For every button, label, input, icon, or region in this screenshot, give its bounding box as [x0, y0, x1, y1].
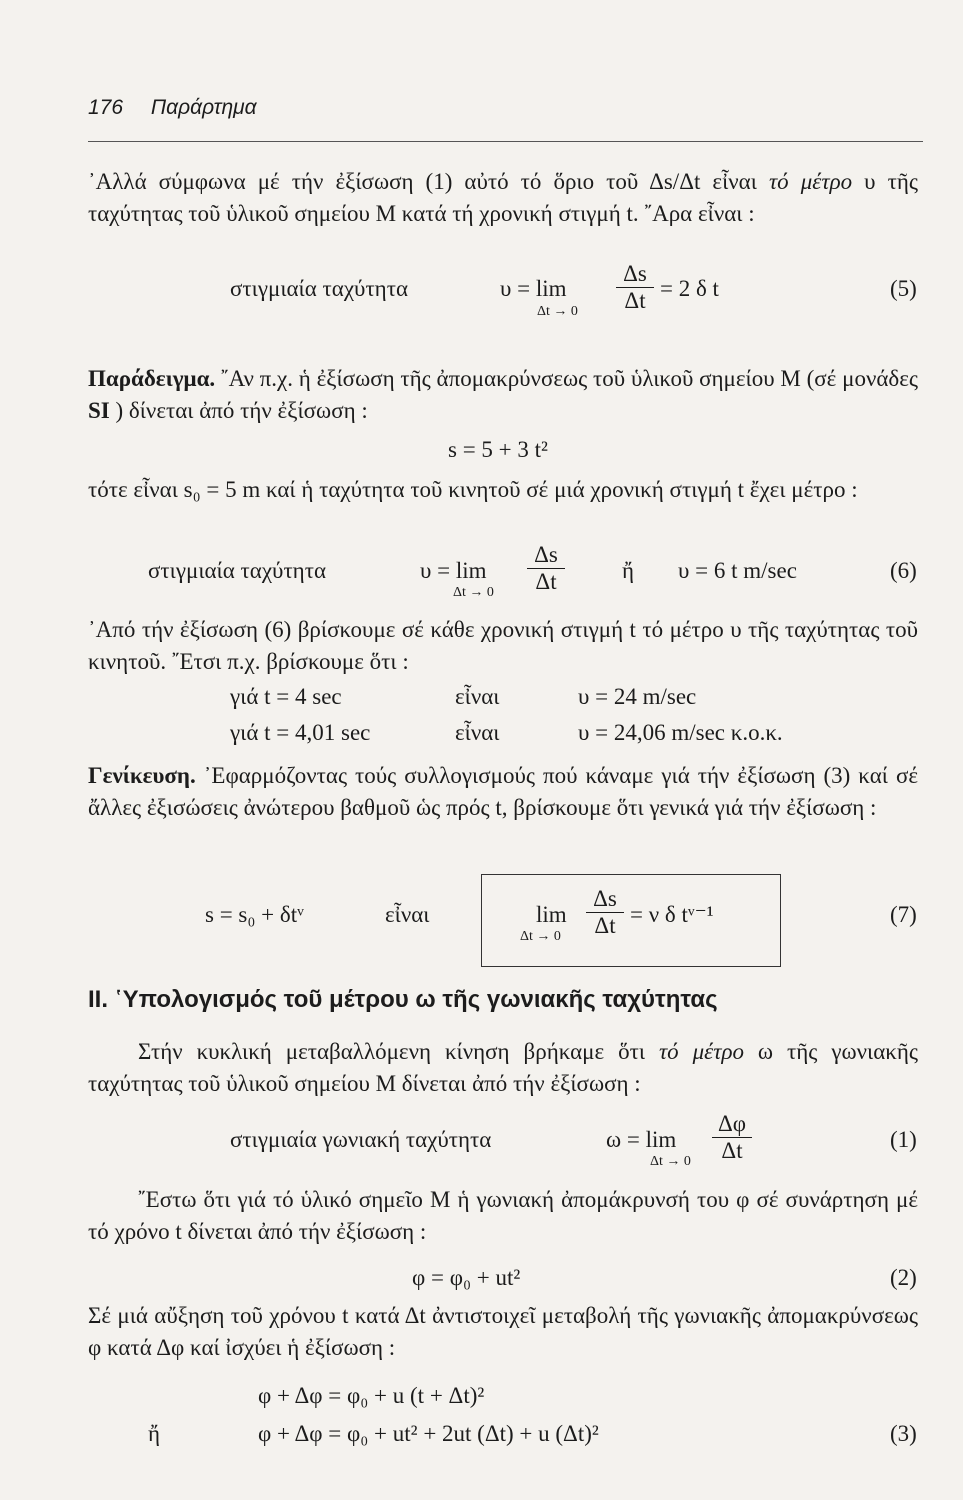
- eq5-label: στιγμιαία ταχύτητα: [230, 276, 409, 301]
- eq5-numerator: Δs: [623, 261, 647, 286]
- paragraph-2: [88, 363, 918, 427]
- example-1-value: υ = 24 m/sec: [578, 684, 697, 709]
- p2-label: Παράδειγμα.: [88, 366, 216, 391]
- eqw3b-expr: φ + Δφ = φ₀ + ut² + 2ut (Δt) + u (Δt)²: [258, 1421, 599, 1446]
- paragraph-4: ᾿Από τήν ἐξίσωση (6) βρίσκουμε σέ κάθε χρονική στιγμή t τό μέτρο υ τῆς ταχύτητας τοῦ κινητοῦ. ῎Ετσι π.χ. βρίσκουμε ὅτι :: [88, 617, 918, 674]
- paragraph-7: ῎Εστω ὅτι γιά τό ὑλικό σημεῖο Μ ἡ γωνιακή ἀπομάκρυνσή του φ σέ συνάρτηση μέ τό χρόνο t δίνεται ἀπό τήν ἐξίσωση :: [88, 1187, 918, 1244]
- paragraph-6: [88, 1036, 918, 1100]
- eq6-denominator: Δt: [535, 569, 557, 594]
- eqw1-number: (1): [890, 1127, 917, 1152]
- eq6-or: ἤ: [622, 558, 635, 583]
- paragraph-8: Σέ μιά αὔξηση τοῦ χρόνου t κατά Δt ἀντιστοιχεῖ μεταβολή τῆς γωνιακῆς ἀπομακρύνσεως φ κατά Δφ καί ἰσχύει ἡ ἐξίσωση :: [88, 1303, 918, 1360]
- p2-text-a: ῎Αν π.χ. ἡ ἐξίσωση τῆς ἀπομακρύνσεως τοῦ ὑλικοῦ σημείου Μ (σέ μονάδες: [215, 366, 918, 391]
- page-number: 176: [88, 96, 124, 119]
- p1-text-c: υ τῆς ταχύτητας τοῦ ὑλικοῦ σημείου Μ κατά τή χρονική στιγμή t. ῎Αρα εἶναι :: [88, 169, 918, 226]
- p1-text-a: ᾿Αλλά σύμφωνα μέ τήν ἐξίσωση (1) αὐτό τό ὅριο τοῦ Δs/Δt εἶναι: [88, 169, 769, 194]
- eq5-limit-sub: Δt → 0: [537, 304, 578, 319]
- eq5-fraction: [616, 262, 654, 313]
- example-2-is: εἶναι: [455, 720, 500, 745]
- section-heading: ΙΙ. ῾Υπολογισμός τοῦ μέτρου ω τῆς γωνιακῆς ταχύτητας: [88, 986, 718, 1013]
- eq6-numerator: Δs: [534, 542, 558, 567]
- p5-label: Γενίκευση.: [88, 763, 196, 788]
- eq7-limit-sub: Δt → 0: [520, 929, 561, 944]
- example-1-is: εἶναι: [455, 684, 500, 709]
- paragraph-3: τότε εἶναι s₀ = 5 m καί ἡ ταχύτητα τοῦ κινητοῦ σέ μιά χρονική στιγμή t ἔχει μέτρο :: [88, 477, 858, 502]
- eq6-fraction: [527, 543, 565, 594]
- eq6-lhs: υ = lim: [420, 558, 487, 583]
- eqw1-fraction: [712, 1112, 752, 1163]
- eq6-alt: υ = 6 t m/sec: [678, 558, 797, 583]
- example-2-value: υ = 24,06 m/sec κ.ο.κ.: [578, 720, 783, 745]
- eqw1-numerator: Δφ: [717, 1111, 747, 1136]
- eq7-numerator: Δs: [593, 886, 617, 911]
- eq-s: s = 5 + 3 t²: [448, 437, 548, 462]
- eqw1-lhs: ω = lim: [606, 1127, 677, 1152]
- p2-text-b: ) δίνεται ἀπό τήν ἐξίσωση :: [109, 398, 368, 423]
- eq5-denominator: Δt: [624, 288, 646, 313]
- eq5-number: (5): [890, 276, 917, 301]
- eq7-lim: lim: [536, 902, 567, 927]
- eq7-rhs: = ν δ tᵛ⁻¹: [630, 902, 714, 927]
- p6-text-a: Στήν κυκλική μεταβαλλόμενη κίνηση βρήκαμε ὅτι: [138, 1039, 659, 1064]
- eqw3a-expr: φ + Δφ = φ₀ + u (t + Δt)²: [258, 1383, 485, 1408]
- eq7-lhs: s = s₀ + δtᵛ: [205, 902, 304, 927]
- eqw3b-or: ἤ: [148, 1421, 161, 1446]
- header-rule: [88, 141, 923, 142]
- example-2-when: γιά t = 4,01 sec: [230, 720, 371, 745]
- eq7-fraction: [586, 887, 624, 938]
- p1-italic: τό μέτρο: [768, 169, 853, 194]
- eq5-lhs: υ = lim: [500, 276, 567, 301]
- p2-si: SI: [88, 398, 110, 423]
- p5-text: ᾿Εφαρμόζοντας τούς συλλογισμούς πού κάναμε γιά τήν ἐξίσωση (3) καί σέ ἄλλες ἐξισώσεις ἀνώτερου βαθμοῦ ὡς πρός t, βρίσκουμε ὅτι γενικά γιά τήν ἐξίσωση :: [88, 763, 918, 820]
- eq6-limit-sub: Δt → 0: [453, 585, 494, 600]
- paragraph-5: [88, 760, 918, 824]
- paragraph-1: [88, 166, 918, 230]
- eq7-is: εἶναι: [385, 902, 430, 927]
- eqw2-expr: φ = φ₀ + ut²: [412, 1265, 521, 1290]
- p6-text-c: ω τῆς γωνιακῆς ταχύτητας τοῦ ὑλικοῦ σημείου Μ δίνεται ἀπό τήν ἐξίσωση :: [88, 1039, 918, 1096]
- eq7-number: (7): [890, 902, 917, 927]
- running-header: [88, 96, 257, 120]
- p6-italic: τό μέτρο: [658, 1039, 744, 1064]
- eq6-label: στιγμιαία ταχύτητα: [148, 558, 327, 583]
- eqw1-limit-sub: Δt → 0: [650, 1154, 691, 1169]
- eq7-denominator: Δt: [594, 913, 616, 938]
- eq6-number: (6): [890, 558, 917, 583]
- header-title: Παράρτημα: [150, 96, 257, 119]
- eqw1-label: στιγμιαία γωνιακή ταχύτητα: [230, 1127, 492, 1152]
- example-1-when: γιά t = 4 sec: [230, 684, 342, 709]
- eqw2-number: (2): [890, 1265, 917, 1290]
- eqw1-denominator: Δt: [721, 1138, 743, 1163]
- eqw3b-number: (3): [890, 1421, 917, 1446]
- eq5-rhs: = 2 δ t: [660, 276, 719, 301]
